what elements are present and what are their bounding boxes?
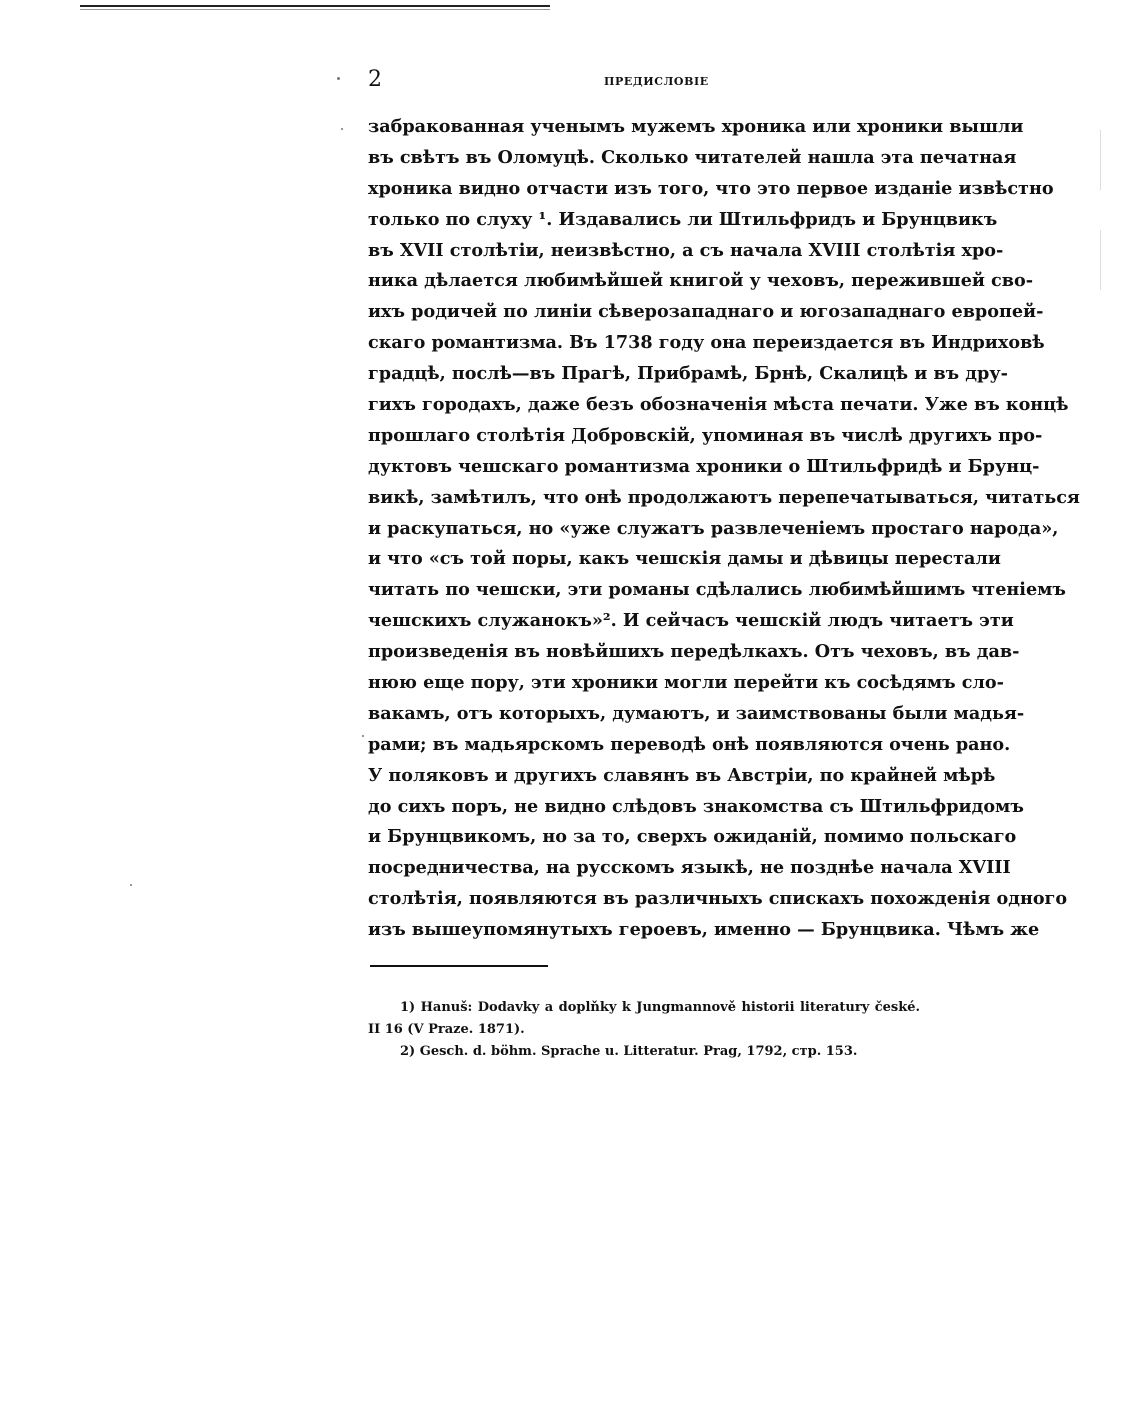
text-line: забракованная ученымъ мужемъ хроника или хроники вышли — [368, 116, 1024, 137]
text-line: рами; въ мадьярскомъ переводѣ онѣ появляются очень рано. — [368, 733, 1011, 755]
text-line: и Брунцвикомъ, но за то, сверхъ ожиданій, помимо польскаго — [368, 826, 1017, 848]
footnote-1-line-2: II 16 (V Praze. 1871). — [368, 1022, 525, 1037]
scan-edge-line — [1100, 230, 1101, 290]
scan-speck — [130, 884, 132, 886]
text-line: до сихъ поръ, не видно слѣдовъ знакомства съ Штильфридомъ — [368, 795, 1024, 817]
scan-speck — [362, 735, 364, 737]
text-line: и что «съ той поры, какъ чешскія дамы и дѣвицы перестали — [368, 548, 1001, 570]
text-line: читать по чешски, эти романы сдѣлались любимѣйшимъ чтеніемъ — [368, 579, 1066, 601]
text-line: прошлаго столѣтія Добровскій, упоминая въ числѣ другихъ про- — [368, 424, 1043, 446]
text-line: ника дѣлается любимѣйшей книгой у чеховъ, пережившей сво- — [368, 270, 1034, 292]
scan-speck — [341, 128, 343, 130]
text-line: и раскупаться, но «уже служатъ развлеченіемъ простаго народа», — [368, 517, 1059, 539]
running-title: ПРЕДИСЛОВІЕ — [604, 75, 709, 88]
text-line: чешскихъ служанокъ»². И сейчасъ чешскій людъ читаетъ эти — [368, 610, 1014, 632]
text-line: изъ вышеупомянутыхъ героевъ, именно — Брунцвика. Чѣмъ же — [368, 919, 1040, 941]
text-line: столѣтія, появляются въ различныхъ спискахъ похожденія одного — [368, 888, 1068, 910]
text-line: ихъ родичей по линіи сѣверозападнаго и югозападнаго европей- — [368, 301, 1044, 323]
footnote-separator — [370, 965, 548, 967]
text-line: въ XVII столѣтіи, неизвѣстно, а съ начала XVIII столѣтія хро- — [368, 239, 1004, 261]
text-line: градцѣ, послѣ—въ Прагѣ, Прибрамѣ, Брнѣ, Скалицѣ и въ дру- — [368, 363, 1008, 385]
text-line: У поляковъ и другихъ славянъ въ Австріи, по крайней мѣрѣ — [368, 764, 996, 786]
text-line: произведенія въ новѣйшихъ передѣлкахъ. Отъ чеховъ, въ дав- — [368, 641, 1020, 663]
footnote-1-line-1: 1) Hanuš: Dodavky a doplňky k Jungmannově historii literatury české. — [400, 1000, 920, 1015]
text-line: викѣ, замѣтилъ, что онѣ продолжаютъ перепечатываться, читаться — [368, 486, 1080, 508]
text-line: дуктовъ чешскаго романтизма хроники о Штильфридѣ и Брунц- — [368, 455, 1040, 477]
footnote-2: 2) Gesch. d. böhm. Sprache u. Litteratur. Prag, 1792, стр. 153. — [400, 1044, 858, 1059]
text-line: вакамъ, отъ которыхъ, думаютъ, и заимствованы были мадья- — [368, 702, 1025, 724]
scan-speck — [337, 77, 340, 80]
page-number: 2 — [368, 67, 382, 92]
body-text — [368, 112, 1080, 946]
text-line: гихъ городахъ, даже безъ обозначенія мѣста печати. Уже въ концѣ — [368, 394, 1069, 416]
text-line: хроника видно отчасти изъ того, что это первое изданіе извѣстно — [368, 177, 1054, 199]
footnotes — [368, 997, 920, 1063]
text-line: посредничества, на русскомъ языкѣ, не позднѣе начала XVIII — [368, 857, 1011, 879]
text-line: нюю еще пору, эти хроники могли перейти къ сосѣдямъ сло- — [368, 672, 1004, 694]
top-border-rule-thin — [80, 9, 550, 10]
top-border-rule — [80, 5, 550, 7]
scan-edge-line — [1100, 130, 1101, 190]
text-line: въ свѣтъ въ Оломуцѣ. Сколько читателей нашла эта печатная — [368, 146, 1017, 168]
text-line: скаго романтизма. Въ 1738 году она переиздается въ Индриховѣ — [368, 332, 1045, 354]
text-line: только по слуху ¹. Издавались ли Штильфридъ и Брунцвикъ — [368, 208, 998, 230]
